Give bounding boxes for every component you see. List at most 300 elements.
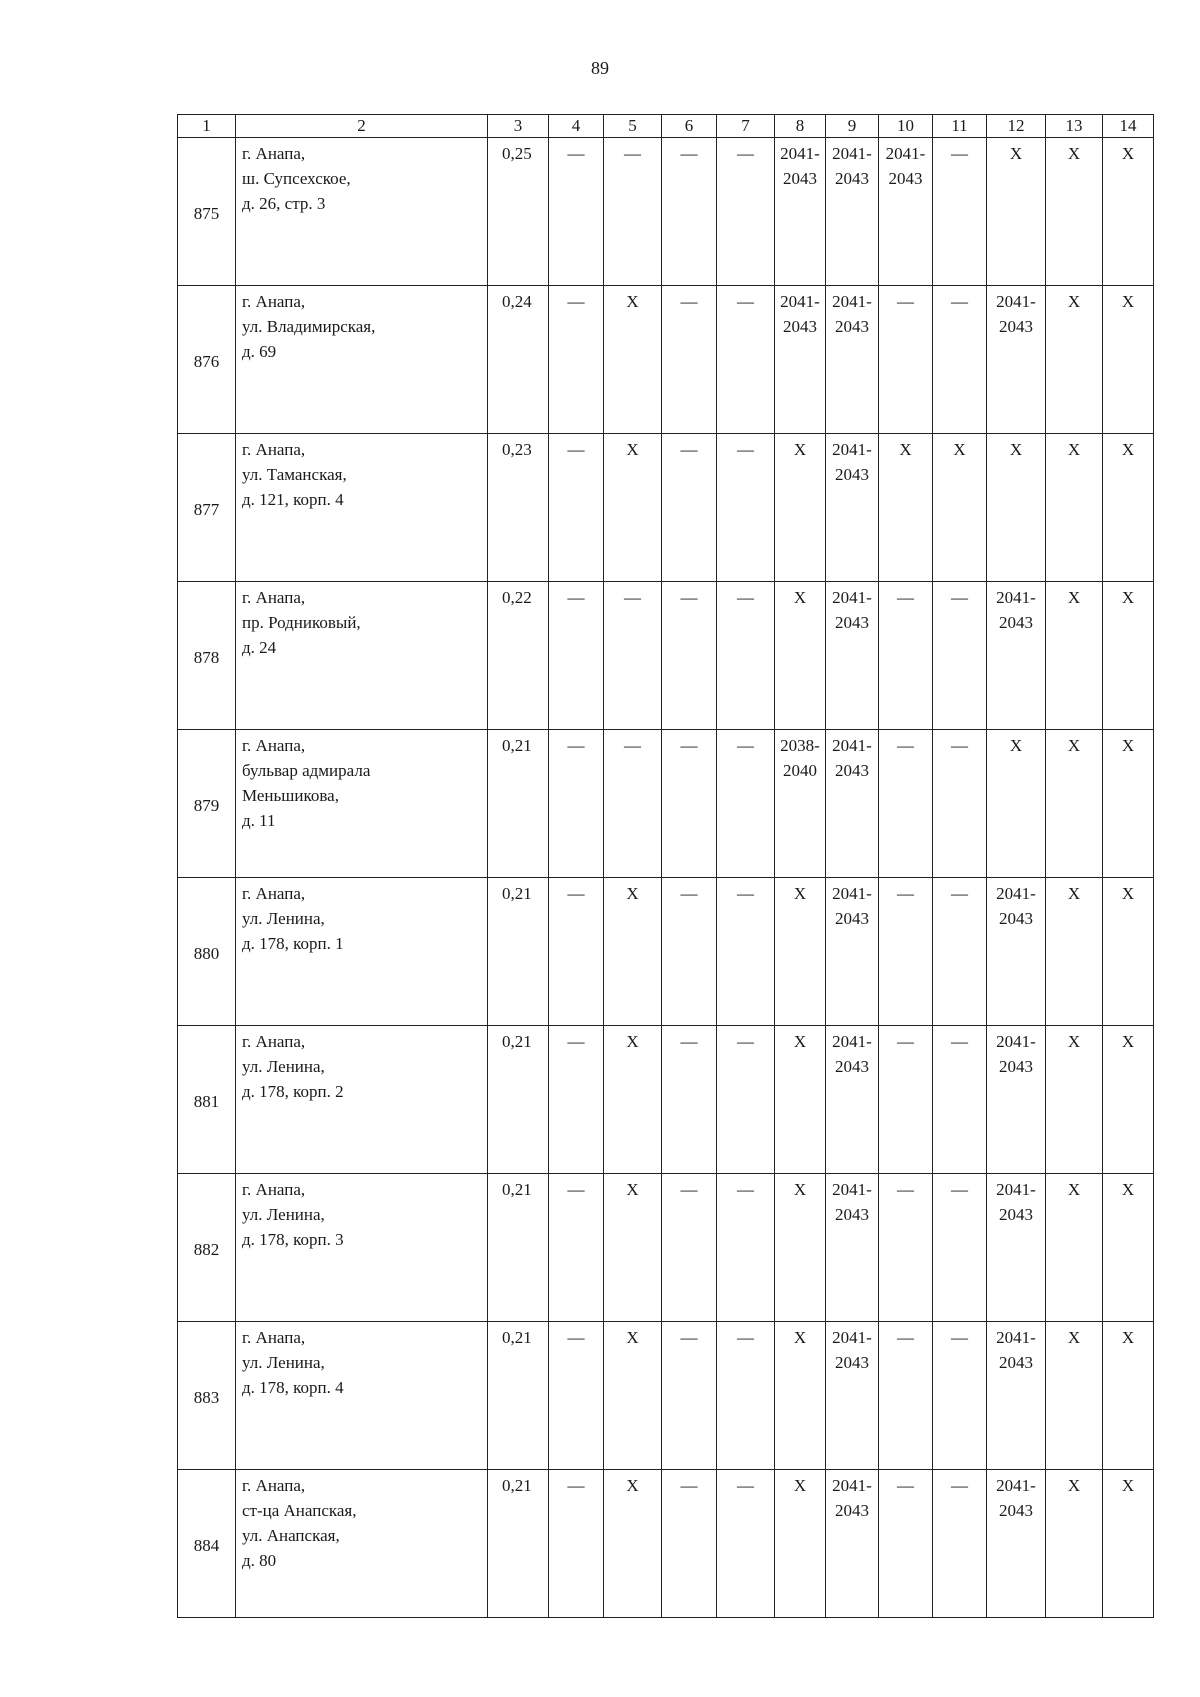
row-number: 876 (178, 286, 236, 434)
table-row (178, 434, 1154, 582)
cell-col-9 (826, 1322, 879, 1470)
row-number: 879 (178, 730, 236, 878)
cell-col-11 (933, 1026, 987, 1174)
cell-col-6 (662, 1470, 717, 1618)
row-number: 877 (178, 434, 236, 582)
row-number: 883 (178, 1322, 236, 1470)
cell-text: Х (793, 884, 807, 903)
cell-col-7 (717, 1026, 775, 1174)
cell-text: Х (793, 1476, 807, 1495)
cell-text: Х (1009, 144, 1023, 163)
cell-text: — (680, 588, 698, 607)
cell-col-7 (717, 138, 775, 286)
address-line: д. 24 (242, 638, 277, 657)
address-line: ул. Ленина, (242, 1205, 325, 1224)
cell-text: — (951, 1032, 968, 1051)
address-cell (236, 1470, 488, 1618)
cell-col-11 (933, 138, 987, 286)
value-cell: 0,21 (488, 1174, 549, 1322)
cell-text: — (737, 1032, 754, 1051)
value-cell: 0,21 (488, 878, 549, 1026)
cell-col-11 (933, 286, 987, 434)
address-line: ул. Анапская, (242, 1526, 340, 1545)
cell-text: — (680, 440, 698, 459)
address-line: ул. Владимирская, (242, 317, 376, 336)
column-header-12: 12 (987, 115, 1046, 138)
cell-col-9 (826, 1026, 879, 1174)
column-header-9: 9 (826, 115, 879, 138)
column-header-4: 4 (549, 115, 604, 138)
cell-text: Х (1121, 1032, 1135, 1051)
cell-col-7 (717, 1322, 775, 1470)
header-row (178, 115, 1154, 138)
cell-text: 2043 (835, 1205, 869, 1224)
cell-col-13 (1046, 1174, 1103, 1322)
cell-text: 2041- (996, 588, 1036, 607)
table-row (178, 1322, 1154, 1470)
cell-col-14 (1103, 878, 1154, 1026)
cell-text: 2041- (832, 1476, 872, 1495)
address-line: д. 80 (242, 1551, 277, 1570)
cell-col-4 (549, 878, 604, 1026)
cell-text: Х (1067, 292, 1081, 311)
cell-text: Х (1067, 440, 1081, 459)
row-number: 884 (178, 1470, 236, 1618)
cell-col-9 (826, 730, 879, 878)
cell-col-4 (549, 138, 604, 286)
cell-col-12 (987, 434, 1046, 582)
cell-col-9 (826, 286, 879, 434)
row-number: 875 (178, 138, 236, 286)
column-header-11: 11 (933, 115, 987, 138)
value-cell: 0,22 (488, 582, 549, 730)
cell-col-8 (775, 878, 826, 1026)
cell-text: 2043 (999, 317, 1033, 336)
cell-text: — (624, 144, 641, 163)
table-row (178, 1174, 1154, 1322)
cell-text: Х (1067, 588, 1081, 607)
cell-text: 2043 (783, 169, 817, 188)
cell-col-11 (933, 1470, 987, 1618)
cell-text: Х (793, 1328, 807, 1347)
address-line: пр. Родниковый, (242, 613, 361, 632)
address-line: д. 11 (242, 811, 276, 830)
address-cell (236, 878, 488, 1026)
cell-text: Х (793, 588, 807, 607)
address-cell (236, 1174, 488, 1322)
cell-text: Х (1121, 1476, 1135, 1495)
cell-text: — (624, 736, 641, 755)
cell-text: — (897, 1328, 914, 1347)
table-row (178, 1026, 1154, 1174)
cell-col-12 (987, 878, 1046, 1026)
cell-text: Х (1067, 144, 1081, 163)
cell-col-6 (662, 434, 717, 582)
cell-text: — (951, 1328, 968, 1347)
cell-col-7 (717, 1174, 775, 1322)
cell-text: 2041- (996, 1328, 1036, 1347)
table-body (178, 138, 1154, 1618)
cell-col-7 (717, 286, 775, 434)
cell-text: 2041- (780, 144, 820, 163)
column-header-3: 3 (488, 115, 549, 138)
cell-text: — (737, 1476, 754, 1495)
cell-col-14 (1103, 1470, 1154, 1618)
cell-col-11 (933, 1322, 987, 1470)
cell-col-6 (662, 1026, 717, 1174)
cell-col-13 (1046, 1322, 1103, 1470)
address-line: д. 178, корп. 4 (242, 1378, 344, 1397)
cell-text: 2041- (996, 1180, 1036, 1199)
cell-col-12 (987, 582, 1046, 730)
cell-col-14 (1103, 730, 1154, 878)
cell-text: — (737, 144, 754, 163)
cell-col-8 (775, 1470, 826, 1618)
row-number: 881 (178, 1026, 236, 1174)
column-header-10: 10 (879, 115, 933, 138)
cell-col-14 (1103, 286, 1154, 434)
cell-text: — (680, 736, 698, 755)
address-line: г. Анапа, (242, 1180, 306, 1199)
cell-text: 2041- (996, 292, 1036, 311)
cell-col-10 (879, 1026, 933, 1174)
address-line: д. 121, корп. 4 (242, 490, 344, 509)
table-row (178, 1470, 1154, 1618)
row-number: 882 (178, 1174, 236, 1322)
column-header-5: 5 (604, 115, 662, 138)
column-header-7: 7 (717, 115, 775, 138)
cell-col-8 (775, 286, 826, 434)
cell-text: Х (793, 1180, 807, 1199)
cell-col-5 (604, 730, 662, 878)
cell-text: 2041- (832, 736, 872, 755)
cell-col-11 (933, 878, 987, 1026)
address-cell (236, 138, 488, 286)
cell-text: Х (899, 440, 912, 459)
column-header-8: 8 (775, 115, 826, 138)
cell-text: 2041- (996, 1476, 1036, 1495)
address-line: ул. Таманская, (242, 465, 347, 484)
cell-col-12 (987, 1322, 1046, 1470)
cell-col-4 (549, 1026, 604, 1174)
cell-col-8 (775, 1174, 826, 1322)
cell-col-8 (775, 730, 826, 878)
cell-text: — (737, 440, 754, 459)
cell-col-7 (717, 434, 775, 582)
address-line: д. 178, корп. 1 (242, 934, 344, 953)
cell-col-9 (826, 138, 879, 286)
cell-text: — (951, 736, 968, 755)
cell-text: — (680, 292, 698, 311)
cell-text: — (897, 292, 914, 311)
cell-text: — (567, 144, 585, 163)
cell-col-12 (987, 1470, 1046, 1618)
value-cell: 0,21 (488, 1026, 549, 1174)
column-header-13: 13 (1046, 115, 1103, 138)
cell-col-11 (933, 434, 987, 582)
cell-col-14 (1103, 1026, 1154, 1174)
address-line: г. Анапа, (242, 1032, 306, 1051)
column-header-2: 2 (236, 115, 488, 138)
table-row (178, 582, 1154, 730)
cell-col-10 (879, 582, 933, 730)
cell-text: 2043 (835, 761, 869, 780)
cell-text: — (897, 736, 914, 755)
cell-text: 2041- (832, 1180, 872, 1199)
cell-text: Х (953, 440, 966, 459)
cell-col-13 (1046, 286, 1103, 434)
cell-col-14 (1103, 1322, 1154, 1470)
cell-col-13 (1046, 434, 1103, 582)
cell-col-10 (879, 878, 933, 1026)
cell-col-12 (987, 730, 1046, 878)
cell-text: 2041- (996, 1032, 1036, 1051)
cell-text: 2043 (999, 613, 1033, 632)
cell-col-5 (604, 582, 662, 730)
cell-text: — (897, 884, 914, 903)
cell-col-10 (879, 1174, 933, 1322)
cell-col-5 (604, 138, 662, 286)
address-line: д. 26, стр. 3 (242, 194, 326, 213)
cell-col-10 (879, 434, 933, 582)
cell-col-7 (717, 730, 775, 878)
cell-text: — (897, 1180, 914, 1199)
cell-col-5 (604, 434, 662, 582)
cell-col-12 (987, 286, 1046, 434)
value-cell: 0,25 (488, 138, 549, 286)
cell-text: 2040 (783, 761, 817, 780)
cell-text: — (567, 440, 585, 459)
row-number: 880 (178, 878, 236, 1026)
cell-col-6 (662, 286, 717, 434)
address-cell (236, 434, 488, 582)
cell-col-9 (826, 434, 879, 582)
cell-text: Х (1067, 884, 1081, 903)
cell-text: — (737, 1180, 754, 1199)
cell-text: 2043 (999, 1501, 1033, 1520)
cell-col-8 (775, 582, 826, 730)
cell-col-6 (662, 730, 717, 878)
cell-col-8 (775, 1026, 826, 1174)
cell-col-11 (933, 730, 987, 878)
cell-text: 2043 (999, 1205, 1033, 1224)
address-line: д. 178, корп. 3 (242, 1230, 344, 1249)
address-cell (236, 582, 488, 730)
page-number: 89 (591, 58, 609, 78)
cell-text: — (567, 736, 585, 755)
cell-col-5 (604, 1322, 662, 1470)
cell-text: Х (1121, 292, 1135, 311)
cell-text: 2043 (835, 909, 869, 928)
cell-col-7 (717, 878, 775, 1026)
cell-text: 2041- (832, 884, 872, 903)
address-line: ст-ца Анапская, (242, 1501, 357, 1520)
cell-text: — (897, 1032, 914, 1051)
cell-col-4 (549, 1322, 604, 1470)
cell-text: 2041- (832, 588, 872, 607)
cell-text: Х (626, 440, 639, 459)
cell-text: 2043 (835, 613, 869, 632)
cell-col-12 (987, 1026, 1046, 1174)
value-cell: 0,21 (488, 1470, 549, 1618)
cell-col-6 (662, 878, 717, 1026)
cell-text: — (567, 884, 585, 903)
address-line: ш. Супсехское, (242, 169, 351, 188)
table-row (178, 878, 1154, 1026)
cell-text: — (680, 1180, 698, 1199)
cell-text: — (567, 1476, 585, 1495)
data-table (177, 114, 1154, 1618)
address-line: ул. Ленина, (242, 909, 325, 928)
cell-text: — (897, 588, 914, 607)
cell-col-13 (1046, 582, 1103, 730)
cell-text: 2043 (783, 317, 817, 336)
cell-col-5 (604, 1470, 662, 1618)
cell-text: — (567, 1032, 585, 1051)
cell-col-7 (717, 1470, 775, 1618)
cell-col-7 (717, 582, 775, 730)
cell-col-10 (879, 1322, 933, 1470)
cell-text: — (737, 884, 754, 903)
cell-col-9 (826, 582, 879, 730)
cell-col-13 (1046, 138, 1103, 286)
cell-col-12 (987, 138, 1046, 286)
cell-text: Х (1121, 1180, 1135, 1199)
address-line: г. Анапа, (242, 144, 306, 163)
cell-text: 2043 (999, 1057, 1033, 1076)
cell-text: 2041- (832, 1032, 872, 1051)
address-line: г. Анапа, (242, 736, 306, 755)
cell-text: — (680, 884, 698, 903)
address-line: г. Анапа, (242, 292, 306, 311)
cell-col-6 (662, 1322, 717, 1470)
cell-text: — (680, 1476, 698, 1495)
cell-text: — (680, 1328, 698, 1347)
cell-text: Х (1121, 884, 1135, 903)
address-cell (236, 286, 488, 434)
cell-col-13 (1046, 878, 1103, 1026)
cell-col-8 (775, 1322, 826, 1470)
cell-text: Х (1121, 588, 1135, 607)
cell-col-10 (879, 1470, 933, 1618)
cell-col-4 (549, 582, 604, 730)
cell-text: Х (626, 1476, 639, 1495)
cell-text: Х (1121, 440, 1135, 459)
cell-text: Х (1009, 736, 1023, 755)
cell-text: Х (1121, 736, 1135, 755)
table-row (178, 730, 1154, 878)
cell-col-12 (987, 1174, 1046, 1322)
cell-text: Х (793, 1032, 807, 1051)
cell-col-4 (549, 1470, 604, 1618)
cell-text: — (680, 1032, 698, 1051)
address-line: г. Анапа, (242, 884, 306, 903)
cell-text: — (737, 588, 754, 607)
cell-text: 2041- (832, 1328, 872, 1347)
cell-col-6 (662, 138, 717, 286)
table-header (178, 115, 1154, 138)
cell-col-11 (933, 1174, 987, 1322)
cell-text: 2043 (835, 1501, 869, 1520)
value-cell: 0,24 (488, 286, 549, 434)
cell-text: — (624, 588, 641, 607)
value-cell: 0,23 (488, 434, 549, 582)
cell-col-14 (1103, 434, 1154, 582)
cell-text: Х (626, 1032, 639, 1051)
cell-text: — (567, 588, 585, 607)
cell-text: — (951, 1180, 968, 1199)
cell-text: Х (1067, 1180, 1081, 1199)
cell-col-5 (604, 286, 662, 434)
address-line: ул. Ленина, (242, 1353, 325, 1372)
cell-text: — (737, 292, 754, 311)
address-line: бульвар адмирала (242, 761, 371, 780)
cell-col-13 (1046, 1470, 1103, 1618)
cell-text: Х (1067, 1032, 1081, 1051)
cell-text: Х (1067, 736, 1081, 755)
cell-text: — (737, 736, 754, 755)
cell-col-14 (1103, 138, 1154, 286)
cell-text: 2043 (835, 1353, 869, 1372)
cell-text: 2043 (999, 1353, 1033, 1372)
cell-text: — (897, 1476, 914, 1495)
cell-col-5 (604, 1026, 662, 1174)
cell-text: — (680, 144, 698, 163)
column-header-1: 1 (178, 115, 236, 138)
cell-col-10 (879, 138, 933, 286)
cell-col-4 (549, 730, 604, 878)
cell-col-8 (775, 138, 826, 286)
cell-text: 2041- (832, 144, 872, 163)
cell-text: — (567, 1180, 585, 1199)
address-line: д. 69 (242, 342, 277, 361)
cell-col-14 (1103, 1174, 1154, 1322)
cell-col-13 (1046, 730, 1103, 878)
cell-text: — (951, 292, 968, 311)
cell-col-4 (549, 1174, 604, 1322)
cell-text: — (951, 1476, 968, 1495)
cell-text: 2043 (999, 909, 1033, 928)
cell-col-9 (826, 1470, 879, 1618)
cell-text: 2043 (835, 465, 869, 484)
cell-text: — (737, 1328, 754, 1347)
cell-col-8 (775, 434, 826, 582)
cell-text: 2041- (996, 884, 1036, 903)
cell-col-10 (879, 286, 933, 434)
cell-text: — (567, 292, 585, 311)
cell-text: Х (1067, 1328, 1081, 1347)
cell-col-4 (549, 286, 604, 434)
address-line: г. Анапа, (242, 440, 306, 459)
cell-col-9 (826, 878, 879, 1026)
row-number: 878 (178, 582, 236, 730)
cell-col-5 (604, 1174, 662, 1322)
cell-col-14 (1103, 582, 1154, 730)
cell-col-5 (604, 878, 662, 1026)
value-cell: 0,21 (488, 1322, 549, 1470)
cell-text: — (951, 144, 968, 163)
cell-col-4 (549, 434, 604, 582)
cell-text: Х (1009, 440, 1023, 459)
address-cell (236, 1322, 488, 1470)
cell-col-9 (826, 1174, 879, 1322)
cell-text: Х (793, 440, 807, 459)
address-line: г. Анапа, (242, 1328, 306, 1347)
address-cell (236, 1026, 488, 1174)
cell-text: 2038- (780, 736, 820, 755)
cell-text: — (567, 1328, 585, 1347)
cell-text: Х (626, 1328, 639, 1347)
